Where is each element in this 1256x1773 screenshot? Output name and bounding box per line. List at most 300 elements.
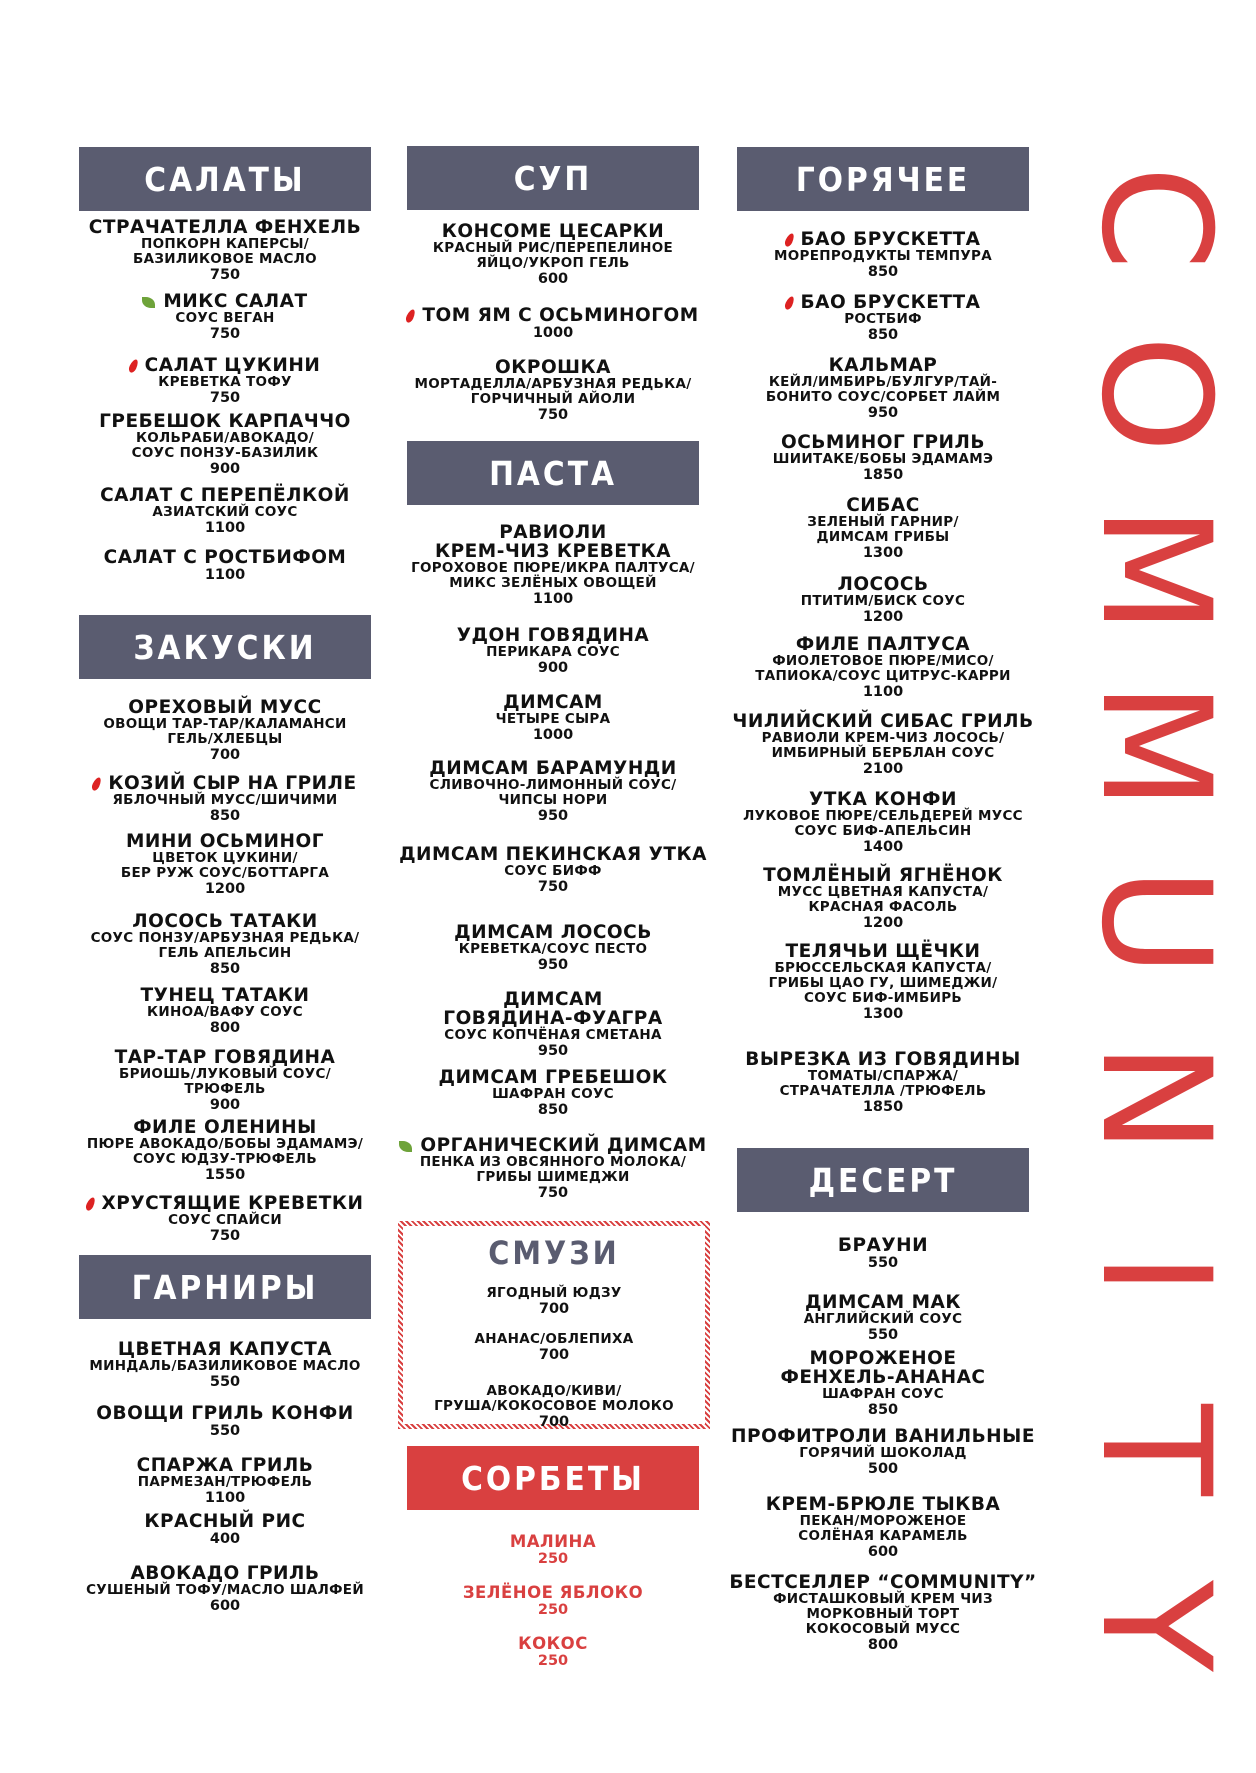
item-name (69, 1564, 381, 1583)
item-name (69, 912, 381, 931)
menu-item (397, 1583, 709, 1618)
menu-item (397, 306, 709, 341)
item-price: 550 (867, 1327, 899, 1343)
menu-item (403, 1332, 705, 1363)
item-name (69, 1404, 381, 1423)
item-description: ГОРЯЧИЙ ШОКОЛАД (799, 1445, 967, 1461)
dessert-list (727, 1236, 1039, 1656)
brand-letter: C (1068, 165, 1242, 271)
item-name (727, 230, 1039, 249)
menu-item (727, 866, 1039, 931)
item-name-text: САЛАТ С ПЕРЕПЁЛКОЙ (100, 485, 350, 506)
item-name-text: ТОМ ЯМ С ОСЬМИНОГОМ (422, 305, 699, 326)
menu-item (69, 292, 381, 342)
item-description: ИМБИРНЫЙ БЕРБЛАН СОУС (771, 745, 995, 761)
item-name-text: СТРАЧАТЕЛЛА ФЕНХЕЛЬ (88, 217, 362, 238)
smoothies-title: СМУЗИ (488, 1234, 620, 1272)
item-name (727, 942, 1039, 961)
item-name (397, 1634, 709, 1653)
item-description: МОРЕПРОДУКТЫ ТЕМПУРА (774, 248, 992, 264)
snacks-header: ЗАКУСКИ (79, 615, 371, 679)
item-description: ГРИБЫ ШИМЕДЖИ (476, 1169, 630, 1185)
sorbets-list (397, 1532, 709, 1682)
item-name (397, 1532, 709, 1551)
item-description: КОКОСОВЫЙ МУСС (805, 1621, 961, 1637)
chili-icon (783, 232, 795, 248)
sorbets-header: СОРБЕТЫ (407, 1446, 699, 1510)
item-name (397, 1136, 709, 1155)
item-name-text: ДИМСАМ (503, 692, 603, 713)
item-name (397, 1583, 709, 1602)
item-name-text: ДИМСАМ ПЕКИНСКАЯ УТКА (399, 844, 707, 865)
item-price: 250 (537, 1653, 569, 1669)
item-description: ФИСТАШКОВЫЙ КРЕМ ЧИЗ (773, 1591, 993, 1607)
menu-item (397, 1068, 709, 1118)
menu-item (69, 412, 381, 477)
item-description: МОРКОВНЫЙ ТОРТ (806, 1606, 960, 1622)
item-name (69, 292, 381, 311)
item-name-text: КРАСНЫЙ РИС (144, 1511, 306, 1532)
item-name-text: МИНИ ОСЬМИНОГ (125, 831, 325, 852)
item-name-text: ДИМСАМ ЛОСОСЬ (454, 922, 652, 943)
menu-item (69, 1404, 381, 1439)
item-name-text: ТУНЕЦ ТАТАКИ (140, 985, 310, 1006)
item-description: СЛИВОЧНО-ЛИМОННЫЙ СОУС/ (429, 777, 677, 793)
item-name-text: КРЕМ-БРЮЛЕ ТЫКВА (765, 1494, 1001, 1515)
menu-item (397, 626, 709, 676)
item-name-text: ДИМСАМ БАРАМУНДИ (429, 758, 677, 779)
item-price: 900 (209, 1097, 241, 1113)
item-description: ТРЮФЕЛЬ (184, 1081, 266, 1097)
item-price: 850 (537, 1102, 569, 1118)
item-name-text: КАЛЬМАР (828, 355, 938, 376)
item-price: 950 (537, 957, 569, 973)
item-price: 250 (537, 1602, 569, 1618)
menu-item (69, 1456, 381, 1506)
item-description: ШИИТАКЕ/БОБЫ ЭДАМАМЭ (772, 451, 994, 467)
item-description: ЧЕТЫРЕ СЫРА (495, 711, 611, 727)
soup-list (397, 222, 709, 432)
brand-letter: M (1068, 681, 1242, 811)
item-name-text: САЛАТ ЦУКИНИ (144, 355, 321, 376)
menu-item (69, 218, 381, 283)
item-name-text: ДИМСАМ ГРЕБЕШОК (438, 1067, 668, 1088)
item-price: 700 (538, 1347, 570, 1363)
menu-item (727, 712, 1039, 777)
menu-item (397, 358, 709, 423)
leaf-icon (399, 1141, 412, 1152)
menu-item (397, 693, 709, 743)
item-name (397, 923, 709, 942)
menu-item (727, 1427, 1039, 1477)
brand-letter: M (1068, 505, 1242, 635)
item-name (69, 986, 381, 1005)
item-name-text: ОСЬМИНОГ ГРИЛЬ (780, 432, 986, 453)
menu-item (397, 1136, 709, 1201)
menu-item (727, 635, 1039, 700)
item-description: СТРАЧАТЕЛЛА /ТРЮФЕЛЬ (779, 1083, 987, 1099)
item-price: 700 (538, 1301, 570, 1317)
item-name-text: ТЕЛЯЧЬИ ЩЁЧКИ (785, 941, 981, 962)
menu-item (69, 986, 381, 1036)
chili-icon (84, 1196, 96, 1212)
menu-item (727, 790, 1039, 855)
item-name-text: БЕСТСЕЛЛЕР “COMMUNITY” (729, 1572, 1037, 1593)
sides-list (69, 1340, 381, 1620)
item-price: 1850 (862, 467, 904, 483)
item-name (69, 1118, 381, 1137)
item-price: 900 (537, 660, 569, 676)
item-name (69, 698, 381, 717)
menu-item (727, 1293, 1039, 1343)
dessert-header: ДЕСЕРТ (737, 1148, 1029, 1212)
item-name (727, 712, 1039, 731)
menu-item (403, 1384, 705, 1430)
menu-item (727, 575, 1039, 625)
item-description: ПЕНКА ИЗ ОВСЯННОГО МОЛОКА/ (419, 1154, 687, 1170)
item-name (69, 1194, 381, 1213)
item-description: ЧИПСЫ НОРИ (498, 792, 608, 808)
item-name (727, 635, 1039, 654)
item-description: БАЗИЛИКОВОЕ МАСЛО (133, 251, 317, 267)
item-description: СОУС ПОНЗУ/АРБУЗНАЯ РЕДЬКА/ (90, 930, 360, 946)
brand-letter: U (1068, 867, 1242, 977)
item-name-line2: КРЕМ-ЧИЗ КРЕВЕТКА (434, 541, 672, 562)
item-price: 900 (209, 461, 241, 477)
item-name-text: ЗЕЛЁНОЕ ЯБЛОКО (462, 1583, 644, 1602)
menu-item (69, 1512, 381, 1547)
item-name (727, 575, 1039, 594)
pasta-list (397, 523, 709, 1203)
item-description: СОУС БИФ-АПЕЛЬСИН (794, 823, 972, 839)
item-description: ГРУША/КОКОСОВОЕ МОЛОКО (434, 1398, 674, 1414)
item-price: 1000 (532, 325, 574, 341)
item-name-text: БАО БРУСКЕТТА (800, 229, 981, 250)
brand-vertical (1068, 130, 1242, 1714)
item-name-text: САЛАТ С РОСТБИФОМ (103, 547, 347, 568)
item-name (727, 1349, 1039, 1368)
item-price: 700 (209, 747, 241, 763)
item-name-text: ЛОСОСЬ ТАТАКИ (132, 911, 318, 932)
item-description: ПЕКАН/МОРОЖЕНОЕ (799, 1513, 967, 1529)
item-description: СОУС БИФ-ИМБИРЬ (804, 990, 962, 1006)
item-name (397, 759, 709, 778)
item-price: 750 (209, 267, 241, 283)
menu-item (69, 486, 381, 536)
menu-item (397, 759, 709, 824)
item-description: СОЛЁНАЯ КАРАМЕЛЬ (798, 1528, 968, 1544)
item-description: ГЕЛЬ АПЕЛЬСИН (158, 945, 292, 961)
item-description: КИНОА/ВАФУ СОУС (147, 1004, 303, 1020)
item-name (727, 1573, 1039, 1592)
menu-item (69, 1118, 381, 1183)
item-price: 750 (209, 326, 241, 342)
item-price: 1200 (204, 881, 246, 897)
menu-item (727, 293, 1039, 343)
item-price: 600 (537, 271, 569, 287)
item-description: БОНИТО СОУС/СОРБЕТ ЛАЙМ (765, 389, 1001, 405)
item-price: 1100 (204, 1490, 246, 1506)
chili-icon (405, 308, 417, 324)
item-name (727, 293, 1039, 312)
item-name-text: ГРЕБЕШОК КАРПАЧЧО (99, 411, 351, 432)
item-price: 1100 (204, 520, 246, 536)
item-name-text: ОКРОШКА (495, 357, 611, 378)
item-name (727, 356, 1039, 375)
item-description: ГОРЧИЧНЫЙ АЙОЛИ (470, 391, 636, 407)
item-name (397, 358, 709, 377)
item-name (397, 626, 709, 645)
menu-item (727, 1349, 1039, 1418)
item-description: ПОПКОРН КАПЕРСЫ/ (141, 236, 309, 252)
item-name-text: СИБАС (846, 495, 920, 516)
menu-item (403, 1286, 705, 1317)
item-description: ТОМАТЫ/СПАРЖА/ (807, 1068, 959, 1084)
item-price: 700 (538, 1414, 570, 1430)
menu-item (727, 496, 1039, 561)
item-description: СОУС БИФФ (504, 863, 602, 879)
item-price: 250 (537, 1551, 569, 1567)
item-description: МИНДАЛЬ/БАЗИЛИКОВОЕ МАСЛО (89, 1358, 361, 1374)
item-price: 600 (867, 1544, 899, 1560)
item-price: 1300 (862, 545, 904, 561)
item-price: 1200 (862, 609, 904, 625)
item-price: 750 (537, 407, 569, 423)
item-price: 400 (209, 1531, 241, 1547)
item-name (69, 486, 381, 505)
item-name (727, 433, 1039, 452)
chili-icon (783, 295, 795, 311)
item-description: ПТИТИМ/БИСК СОУС (800, 593, 966, 609)
item-description: ОВОЩИ ТАР-ТАР/КАЛАМАНСИ (103, 716, 347, 732)
item-description: ДИМСАМ ГРИБЫ (816, 529, 950, 545)
item-price: 750 (209, 390, 241, 406)
item-description: АНГЛИЙСКИЙ СОУС (803, 1311, 963, 1327)
item-price: 1850 (862, 1099, 904, 1115)
item-price: 950 (867, 405, 899, 421)
item-description: МУСС ЦВЕТНАЯ КАПУСТА/ (777, 884, 989, 900)
item-name (727, 790, 1039, 809)
item-name (727, 1236, 1039, 1255)
brand-letter: T (1068, 1404, 1242, 1496)
item-price: 850 (209, 961, 241, 977)
salads-list (69, 218, 381, 588)
item-price: 750 (537, 1185, 569, 1201)
brand-letter: O (1068, 334, 1242, 454)
menu-item (727, 1236, 1039, 1271)
item-description: АНАНАС/ОБЛЕПИХА (474, 1331, 634, 1347)
item-name-text: УДОН ГОВЯДИНА (456, 625, 650, 646)
menu-item (69, 1048, 381, 1113)
item-name (397, 990, 709, 1009)
menu-item (69, 832, 381, 897)
item-name (69, 412, 381, 431)
item-name-text: КОКОС (518, 1634, 588, 1653)
item-name-text: ЛОСОСЬ (837, 574, 929, 595)
item-name (397, 222, 709, 241)
menu-item (69, 356, 381, 406)
menu-item (69, 548, 381, 583)
item-price: 2100 (862, 761, 904, 777)
item-description: ТАПИОКА/СОУС ЦИТРУС-КАРРИ (755, 668, 1011, 684)
item-description: ЦВЕТОК ЦУКИНИ/ (152, 850, 298, 866)
item-price: 1100 (532, 591, 574, 607)
menu-item (397, 1532, 709, 1567)
item-name-text: ВЫРЕЗКА ИЗ ГОВЯДИНЫ (745, 1049, 1021, 1070)
item-name-text: ДИМСАМ (503, 989, 603, 1010)
item-description: МИКС ЗЕЛЁНЫХ ОВОЩЕЙ (449, 575, 657, 591)
menu-item (727, 1495, 1039, 1560)
item-price: 800 (209, 1020, 241, 1036)
item-description: СОУС ЮДЗУ-ТРЮФЕЛЬ (132, 1151, 318, 1167)
item-price: 550 (209, 1423, 241, 1439)
menu-item (69, 698, 381, 763)
item-name (727, 1050, 1039, 1069)
item-description: ЯБЛОЧНЫЙ МУСС/ШИЧИМИ (112, 792, 338, 808)
item-price: 800 (867, 1637, 899, 1653)
item-description: БРЮССЕЛЬСКАЯ КАПУСТА/ (774, 960, 992, 976)
item-name (727, 866, 1039, 885)
item-price: 850 (209, 808, 241, 824)
item-price: 550 (209, 1374, 241, 1390)
menu-item (397, 523, 709, 607)
item-price: 850 (867, 1402, 899, 1418)
item-description: АЗИАТСКИЙ СОУС (152, 504, 298, 520)
item-name (69, 218, 381, 237)
item-price: 1550 (204, 1167, 246, 1183)
item-name-text: КОЗИЙ СЫР НА ГРИЛЕ (108, 773, 357, 794)
item-name (727, 1427, 1039, 1446)
item-name (397, 523, 709, 542)
item-name-line2: ГОВЯДИНА-ФУАГРА (443, 1008, 663, 1029)
item-name (69, 1048, 381, 1067)
snacks-list (69, 697, 381, 1244)
menu-item (69, 912, 381, 977)
item-price: 750 (537, 879, 569, 895)
item-price: 500 (867, 1461, 899, 1477)
item-name-text: ФИЛЕ ПАЛТУСА (795, 634, 971, 655)
menu-item (69, 1340, 381, 1390)
item-description: АВОКАДО/КИВИ/ (486, 1383, 622, 1399)
item-description: ЛУКОВОЕ ПЮРЕ/СЕЛЬДЕРЕЙ МУСС (743, 808, 1023, 824)
item-description: ЗЕЛЕНЫЙ ГАРНИР/ (807, 514, 959, 530)
item-description: СУШЕНЫЙ ТОФУ/МАСЛО ШАЛФЕЙ (86, 1582, 364, 1598)
soup-header: СУП (407, 146, 699, 210)
item-name-text: ХРУСТЯЩИЕ КРЕВЕТКИ (101, 1193, 364, 1214)
salads-header: САЛАТЫ (79, 147, 371, 211)
item-description: СОУС ВЕГАН (175, 310, 275, 326)
menu-item (69, 1564, 381, 1614)
item-description: ЯЙЦО/УКРОП ГЕЛЬ (476, 255, 630, 271)
menu-item (727, 942, 1039, 1022)
item-name (397, 845, 709, 864)
item-name-text: МОРОЖЕНОЕ (809, 1348, 957, 1369)
item-price: 600 (209, 1598, 241, 1614)
sides-header: ГАРНИРЫ (79, 1255, 371, 1319)
item-name-text: РАВИОЛИ (499, 522, 607, 543)
menu-item (727, 356, 1039, 421)
item-name-text: КОНСОМЕ ЦЕСАРКИ (441, 221, 665, 242)
item-name (69, 356, 381, 375)
menu-item (397, 923, 709, 973)
menu-item (69, 774, 381, 824)
item-price: 750 (209, 1228, 241, 1244)
item-name-text: ФИЛЕ ОЛЕНИНЫ (133, 1117, 317, 1138)
item-name (69, 832, 381, 851)
item-description: СОУС КОПЧЁНАЯ СМЕТАНА (444, 1027, 662, 1043)
item-price: 1400 (862, 839, 904, 855)
item-name-text: ТАР-ТАР ГОВЯДИНА (114, 1047, 336, 1068)
item-name-text: ОРЕХОВЫЙ МУСС (128, 697, 322, 718)
item-price: 1100 (204, 567, 246, 583)
brand-letter: I (1068, 1251, 1242, 1297)
pasta-header: ПАСТА (407, 441, 699, 505)
item-description: БЕР РУЖ СОУС/БОТТАРГА (120, 865, 330, 881)
item-description: ЯГОДНЫЙ ЮДЗУ (486, 1285, 622, 1301)
item-name (69, 1340, 381, 1359)
item-name-text: БРАУНИ (837, 1235, 929, 1256)
item-description: ПАРМЕЗАН/ТРЮФЕЛЬ (137, 1474, 313, 1490)
item-price: 1000 (532, 727, 574, 743)
item-name (397, 1068, 709, 1087)
brand-letter: Y (1068, 1580, 1242, 1672)
item-price: 950 (537, 808, 569, 824)
item-name (69, 548, 381, 567)
item-description: ГОРОХОВОЕ ПЮРЕ/ИКРА ПАЛТУСА/ (411, 560, 695, 576)
item-name-line2: ФЕНХЕЛЬ-АНАНАС (780, 1367, 986, 1388)
item-name-text: УТКА КОНФИ (809, 789, 957, 810)
item-description: СОУС СПАЙСИ (168, 1212, 282, 1228)
leaf-icon (142, 297, 155, 308)
item-name-text: ДИМСАМ МАК (805, 1292, 961, 1313)
item-name-text: АВОКАДО ГРИЛЬ (130, 1563, 320, 1584)
item-name-text: СПАРЖА ГРИЛЬ (136, 1455, 314, 1476)
item-description: КРЕВЕТКА ТОФУ (158, 374, 292, 390)
smoothies-list (403, 1285, 705, 1430)
menu-item (397, 990, 709, 1059)
menu-item (397, 1634, 709, 1669)
item-name-text: ЧИЛИЙСКИЙ СИБАС ГРИЛЬ (732, 711, 1034, 732)
item-name (397, 306, 709, 325)
item-price: 550 (867, 1255, 899, 1271)
menu-item (397, 222, 709, 287)
item-description: ГЕЛЬ/ХЛЕБЦЫ (167, 731, 283, 747)
item-description: ПЕРИКАРА СОУС (486, 644, 620, 660)
item-price: 1300 (862, 1006, 904, 1022)
item-name (727, 496, 1039, 515)
item-description: ФИОЛЕТОВОЕ ПЮРЕ/МИСО/ (772, 653, 994, 669)
item-description: БРИОШЬ/ЛУКОВЫЙ СОУС/ (119, 1066, 331, 1082)
item-name-text: ОРГАНИЧЕСКИЙ ДИМСАМ (420, 1135, 707, 1156)
smoothie-box (398, 1221, 710, 1429)
menu-item (727, 1050, 1039, 1115)
hot-list (727, 230, 1039, 1130)
item-name (727, 1293, 1039, 1312)
item-description: КОЛЬРАБИ/АВОКАДО/ (135, 430, 315, 446)
item-name-text: МИКС САЛАТ (163, 291, 308, 312)
item-name (69, 1456, 381, 1475)
item-name-text: МАЛИНА (509, 1532, 597, 1551)
item-name (397, 693, 709, 712)
item-name-text: ЦВЕТНАЯ КАПУСТА (117, 1339, 333, 1360)
item-description: ПЮРЕ АВОКАДО/БОБЫ ЭДАМАМЭ/ (86, 1136, 364, 1152)
item-description: ШАФРАН СОУС (492, 1086, 614, 1102)
item-description: КРАСНАЯ ФАСОЛЬ (808, 899, 958, 915)
item-name-text: ПРОФИТРОЛИ ВАНИЛЬНЫЕ (731, 1426, 1035, 1447)
item-description: СОУС ПОНЗУ-БАЗИЛИК (131, 445, 319, 461)
item-description: КРЕВЕТКА/СОУС ПЕСТО (458, 941, 648, 957)
item-name (69, 774, 381, 793)
